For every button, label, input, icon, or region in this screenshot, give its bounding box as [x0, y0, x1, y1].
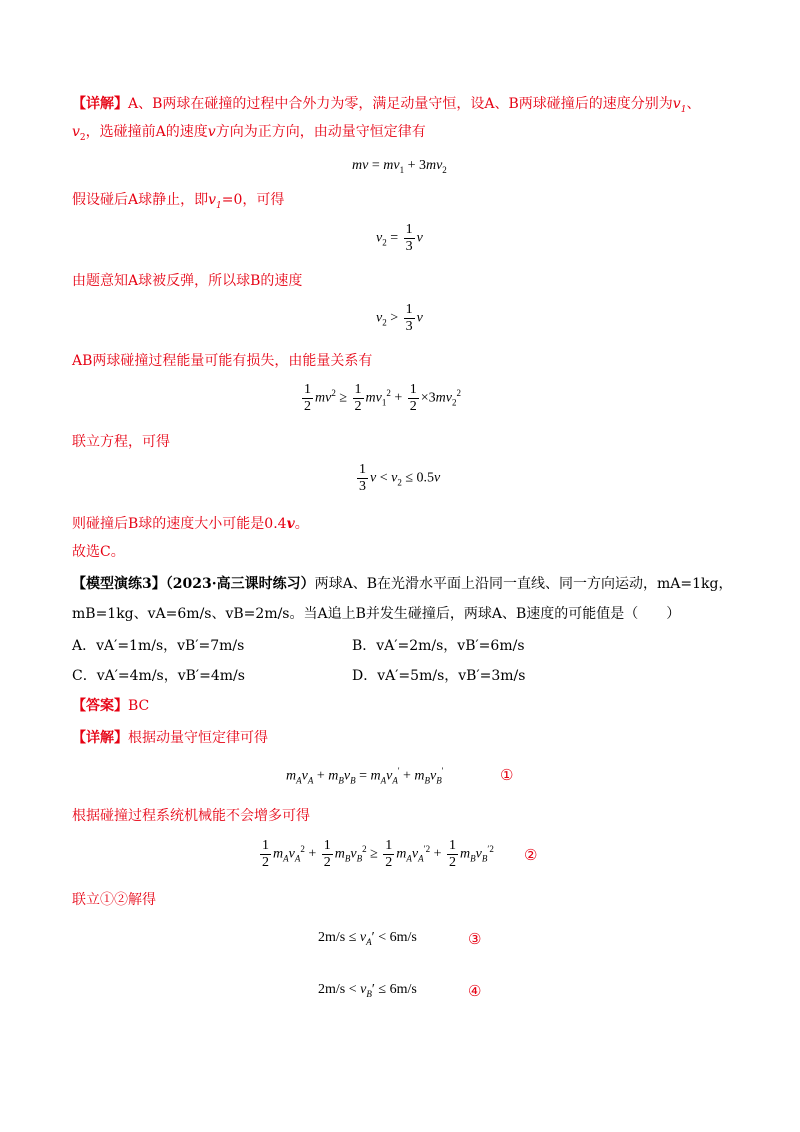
option-b: B．vA′=2m/s，vB′=6m/s — [352, 638, 525, 654]
equation-v2-greater: $v_2$ > $\frac{1}{3}$ v — [376, 302, 423, 334]
mark-3: ③ — [468, 930, 482, 948]
detail-tag: 【详解】 — [72, 96, 128, 112]
solve-line: 联立①②解得 — [72, 892, 156, 908]
answer-line: 【答案】BC — [72, 698, 150, 714]
mark-2: ② — [524, 846, 538, 864]
mark-1: ① — [500, 766, 514, 784]
problem3-tag: 【模型演练3】 — [72, 576, 166, 592]
equation-v2-equal: $v_2$ = $\frac{1}{3}$ v — [376, 222, 423, 254]
equation-energy: $\frac{1}{2}$ $mv^2$ ≥ $\frac{1}{2}$ $mv_1^2$ + $\frac{1}{2}$ $\times 3mv_2^2$ — [304, 382, 461, 414]
problem3-source: （2023·高三课时练习） — [165, 576, 315, 592]
equation-momentum: mv = $mv_1 + 3mv_2$ — [352, 158, 447, 175]
equation-4: $2m/s < v_B' \le 6m/s$ — [318, 982, 417, 999]
equation-2: $\frac{1}{2}$ $m_Av_A^2$ + $\frac{1}{2}$ $m_Bv_B^2$ ≥ $\frac{1}{2}$ $m_Av_A^{'2}$ + $\frac{1}{2}$ $m_Bv_B^{'2}$ — [262, 838, 494, 870]
option-c: C．vA′=4m/s，vB′=4m/s — [72, 668, 245, 684]
energy-line: AB两球碰撞过程能量可能有损失，由能量关系有 — [72, 353, 373, 369]
combine-line: 联立方程，可得 — [72, 434, 170, 450]
choose-line: 故选C。 — [72, 544, 125, 560]
problem3-line-2: mB=1kg、vA=6m/s、vB=2m/s。当A追上B并发生碰撞后，两球A、B速度的可能值是（ ） — [72, 606, 681, 622]
detail-line-1: 【详解】A、B两球在碰撞的过程中合外力为零，满足动量守恒，设A、B两球碰撞后的速度分别为$v_1$、 — [72, 96, 701, 115]
detail2-line: 【详解】根据动量守恒定律可得 — [72, 730, 268, 746]
rebound-line: 由题意知A球被反弹，所以球B的速度 — [72, 273, 303, 289]
option-d: D．vA′=5m/s，vB′=3m/s — [352, 668, 526, 684]
equation-1: $m_Av_A + m_Bv_B = m_Av_A' + m_Bv_B'$ — [286, 766, 444, 786]
mark-4: ④ — [468, 982, 482, 1000]
equation-range: $\frac{1}{3}$ $v < v_2 \le 0.5v$ — [359, 462, 441, 494]
equation-3: $2m/s \le v_A' < 6m/s$ — [318, 930, 417, 947]
detail-line-2: $v_2$，选碰撞前A的速度v方向为正方向，由动量守恒定律有 — [72, 124, 426, 143]
problem3-line-1: 【模型演练3】（2023·高三课时练习）两球A、B在光滑水平面上沿同一直线、同一方向运动，mA=1kg， — [72, 576, 733, 592]
assume-line: 假设碰后A球静止，即$v_1=0$，可得 — [72, 192, 285, 211]
option-a: A．vA′=1m/s，vB′=7m/s — [72, 638, 245, 654]
energy2-line: 根据碰撞过程系统机械能不会增多可得 — [72, 808, 310, 824]
conclusion-line: 则碰撞后B球的速度大小可能是0.4v。 — [72, 516, 309, 532]
